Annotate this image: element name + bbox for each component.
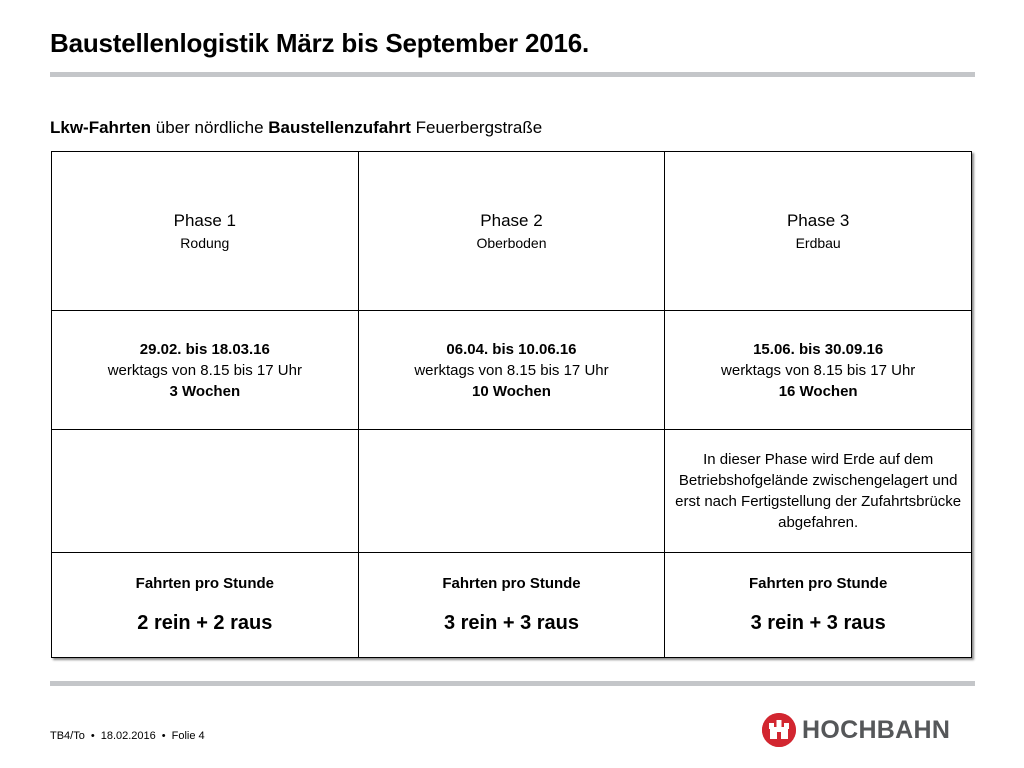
phase-2-dates: 06.04. bis 10.06.16 xyxy=(446,340,577,358)
phase-1-note-cell xyxy=(52,430,359,553)
subtitle-text-strasse: Feuerbergstraße xyxy=(410,118,543,137)
footer-separator: • xyxy=(161,730,166,742)
phase-3-name: Phase 3 xyxy=(786,211,850,230)
phase-2-header-cell xyxy=(358,152,665,311)
table-row-phases xyxy=(52,152,972,311)
phase-2-subtitle: Oberboden xyxy=(476,235,547,251)
phase-3-trips-cell xyxy=(665,553,972,658)
footer-author: TB4/To xyxy=(50,730,85,742)
hamburg-castle-icon xyxy=(762,713,796,747)
table-subtitle xyxy=(50,118,542,138)
phase-2-trips-label: Fahrten pro Stunde xyxy=(442,575,581,592)
phase-2-hours: werktags von 8.15 bis 17 Uhr xyxy=(414,361,609,379)
table-row-trips xyxy=(52,553,972,658)
footer-slide-number: Folie 4 xyxy=(171,730,205,742)
phase-3-note-cell: In dieser Phase wird Erde auf dem Betriebshofgelände zwischengelagert und erst nach Fertigstellung der Zufahrtsbrücke abgefahren. xyxy=(665,430,972,553)
title-divider xyxy=(50,72,975,77)
footer-separator: • xyxy=(90,730,95,742)
phase-1-trips-value: 2 rein + 2 raus xyxy=(137,612,273,634)
phase-3-dates-cell xyxy=(665,311,972,430)
phase-3-header-cell xyxy=(665,152,972,311)
phase-3-dates: 15.06. bis 30.09.16 xyxy=(753,340,884,358)
footer-date: 18.02.2016 xyxy=(100,730,156,742)
phase-1-dates: 29.02. bis 18.03.16 xyxy=(139,340,270,358)
phase-1-trips-cell xyxy=(52,553,359,658)
phase-2-trips-cell xyxy=(358,553,665,658)
phase-3-duration: 16 Wochen xyxy=(778,382,858,400)
subtitle-text-ueber: über nördliche xyxy=(151,118,269,137)
footer-divider xyxy=(50,681,975,686)
phase-2-duration: 10 Wochen xyxy=(472,382,551,400)
phase-1-name: Phase 1 xyxy=(173,211,237,230)
slide-title: Baustellenlogistik März bis September 2016. xyxy=(50,28,590,58)
hochbahn-logo xyxy=(762,713,950,747)
table-row-dates xyxy=(52,311,972,430)
subtitle-bold-zufahrt: Baustellenzufahrt xyxy=(268,118,411,137)
phase-1-subtitle: Rodung xyxy=(180,235,230,251)
hochbahn-logo-text: HOCHBAHN xyxy=(802,715,951,744)
phase-3-hours: werktags von 8.15 bis 17 Uhr xyxy=(721,361,916,379)
phase-1-trips-label: Fahrten pro Stunde xyxy=(135,575,274,592)
phase-2-dates-cell xyxy=(358,311,665,430)
slide-footer xyxy=(50,730,205,742)
phase-2-name: Phase 2 xyxy=(480,211,543,230)
phase-1-duration: 3 Wochen xyxy=(169,382,241,400)
phase-3-trips-value: 3 rein + 3 raus xyxy=(750,612,886,634)
table-row-notes xyxy=(52,430,972,553)
phase-3-subtitle: Erdbau xyxy=(795,235,841,251)
phase-2-trips-value: 3 rein + 3 raus xyxy=(443,612,580,634)
phase-2-note-cell xyxy=(358,430,665,553)
phase-3-trips-label: Fahrten pro Stunde xyxy=(748,575,888,592)
subtitle-bold-lkw: Lkw-Fahrten xyxy=(50,118,152,137)
phase-1-dates-cell xyxy=(52,311,359,430)
phase-table xyxy=(51,151,972,658)
phase-1-hours: werktags von 8.15 bis 17 Uhr xyxy=(107,361,302,379)
phase-1-header-cell xyxy=(52,152,359,311)
